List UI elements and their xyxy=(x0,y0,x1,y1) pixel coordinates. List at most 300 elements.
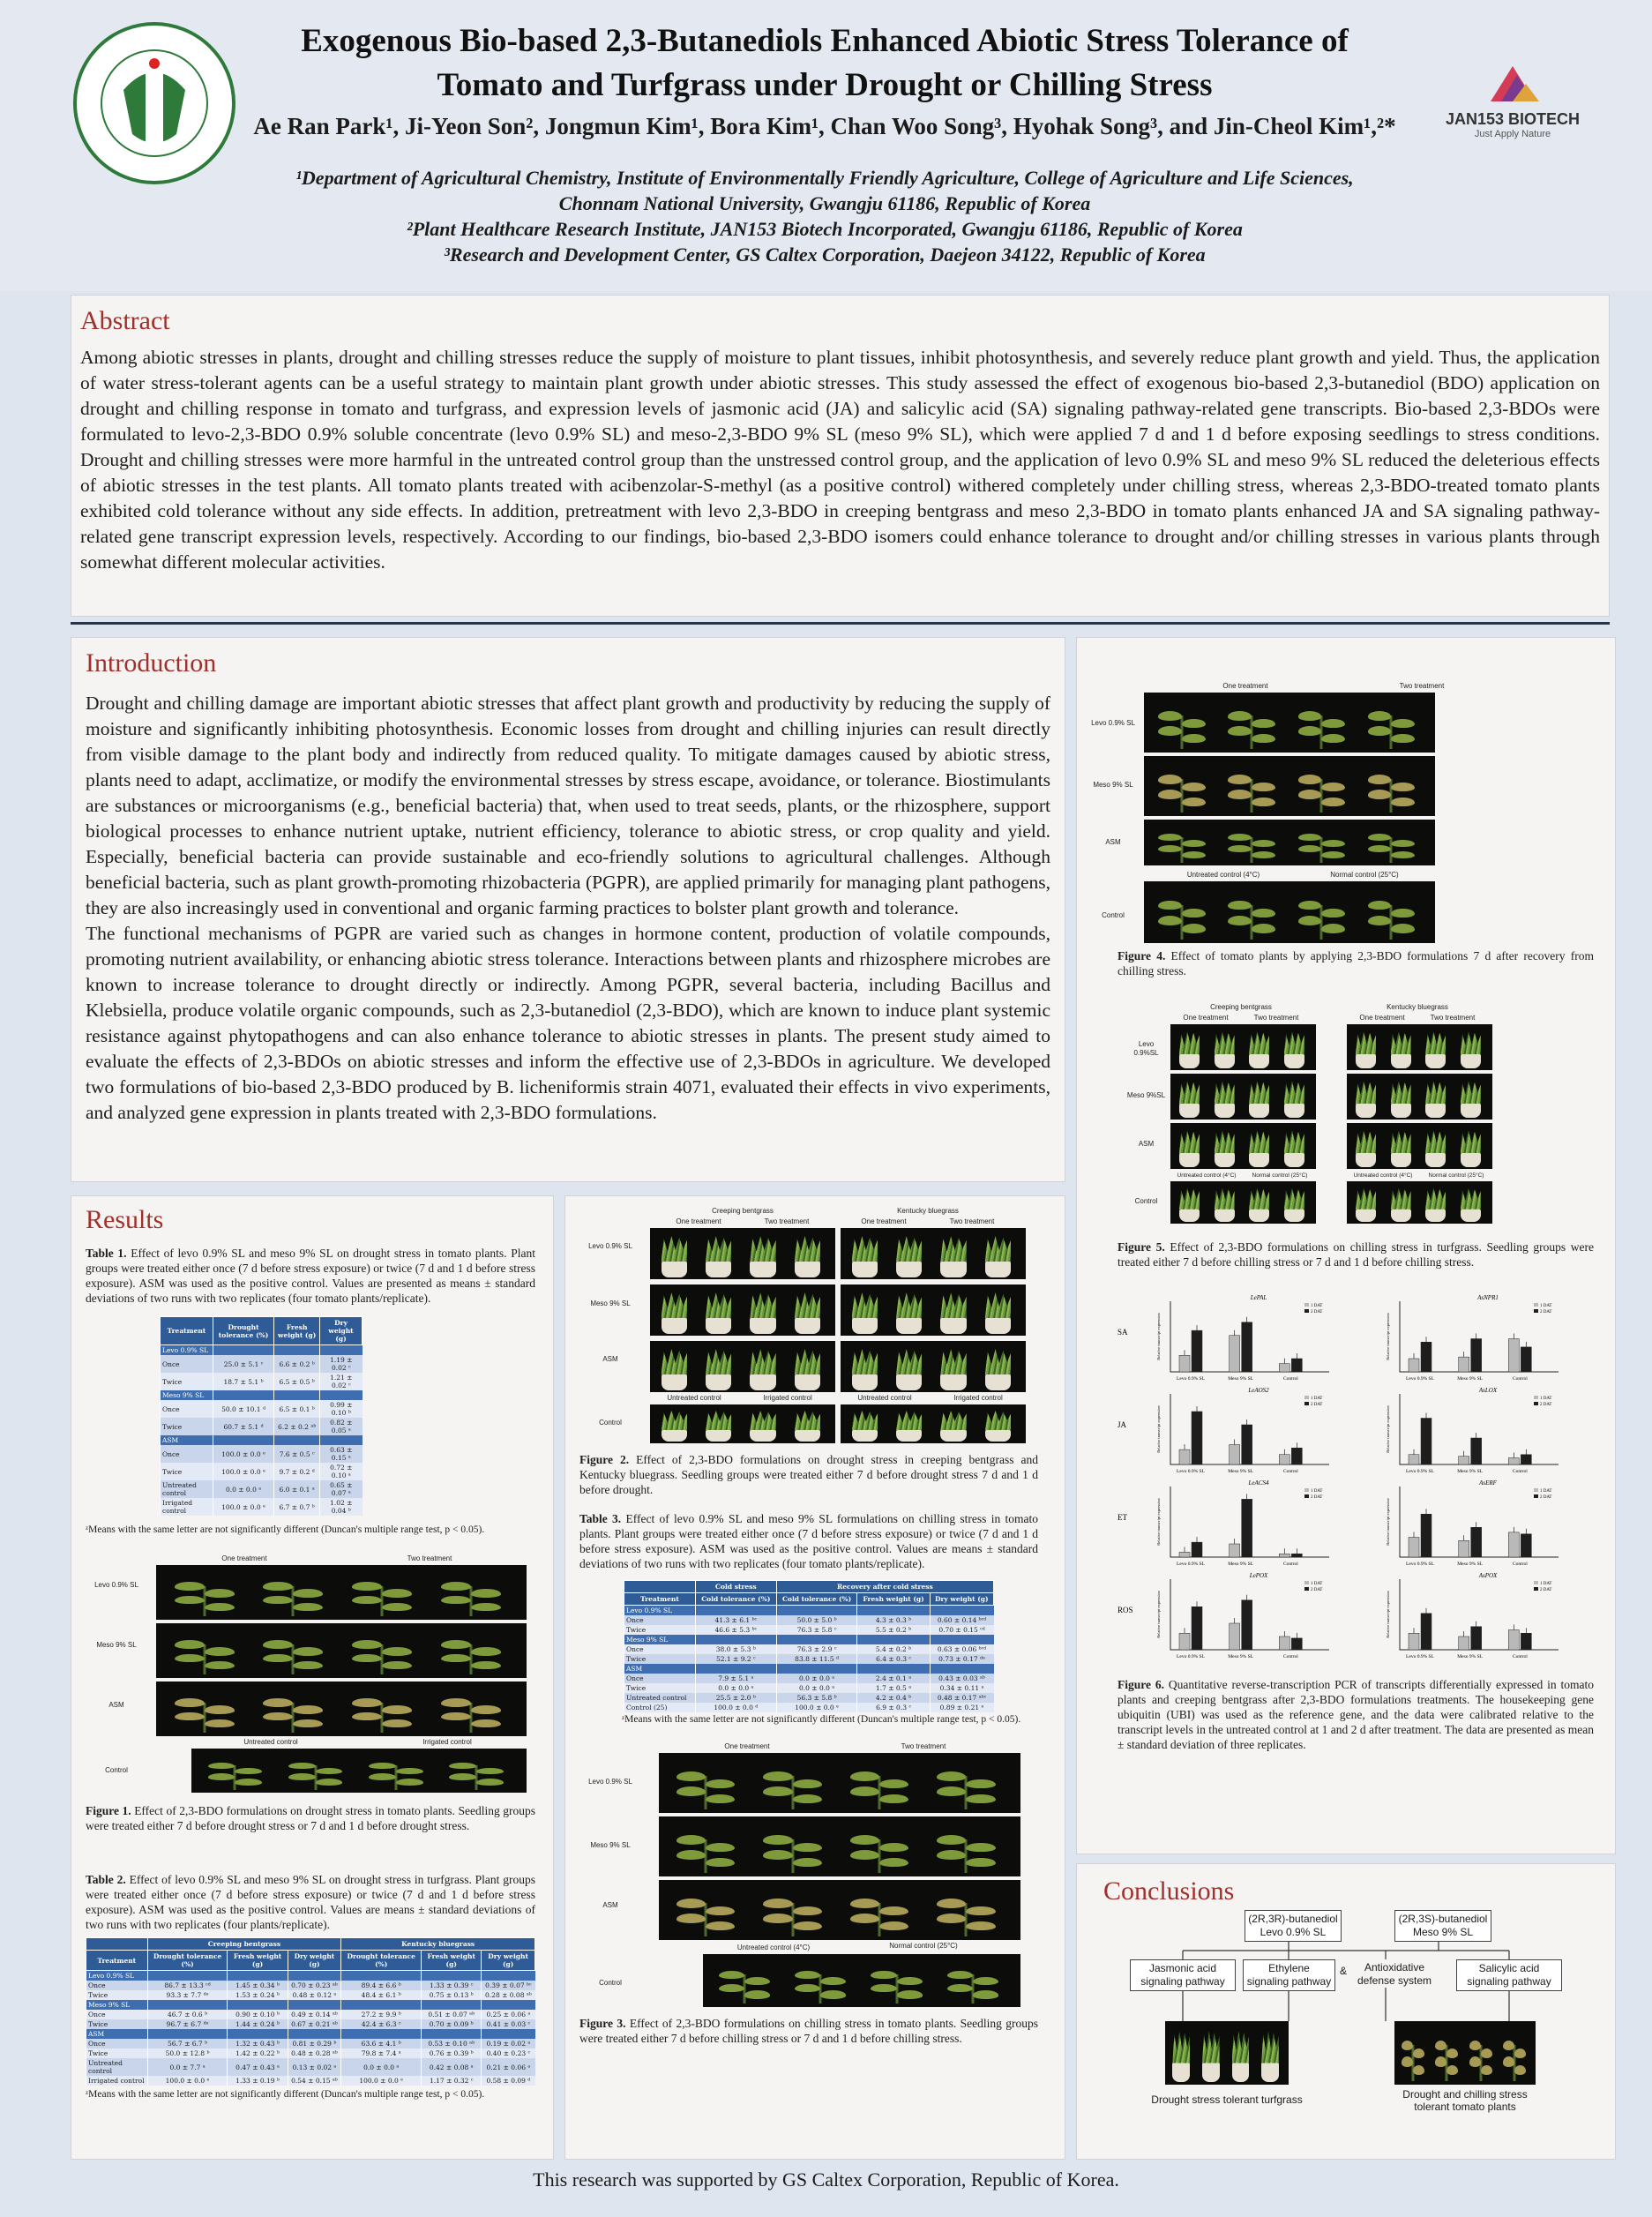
title-line-2: Tomato and Turfgrass under Drought or Chilling Stress xyxy=(437,67,1213,103)
fig1-row-label-control: Control xyxy=(105,1766,128,1774)
table-cell: 0.53 ± 0.10 ᵃᵇ xyxy=(422,2039,482,2048)
fig2-photo-meso xyxy=(650,1285,835,1336)
jan153-biotech-logo xyxy=(1429,62,1596,159)
table-cell: 93.3 ± 7.7 ᵈᵉ xyxy=(147,1990,228,2000)
fig3-row-label-levo: Levo 0.9% SL xyxy=(588,1778,632,1786)
bar-2-DAT xyxy=(1242,1600,1252,1650)
x-tick-label: Control xyxy=(1282,1469,1298,1474)
table-cell: Once xyxy=(86,1981,148,1990)
table-cell: 46.7 ± 0.6 ᵇ xyxy=(147,2010,228,2019)
row-label: ROS xyxy=(1118,1606,1133,1614)
legend-swatch xyxy=(1304,1402,1309,1405)
table-cell: 89.4 ± 6.6 ᵇ xyxy=(341,1981,422,1990)
figure1-caption: Figure 1. Effect of 2,3-BDO formulations on drought stress in tomato plants. Seedling groups were treated either 7 d before drought stress or 7 d and 1 d before drought stress. xyxy=(86,1804,535,1832)
legend-swatch xyxy=(1534,1581,1538,1584)
bar-1-DAT xyxy=(1179,1355,1190,1372)
table-cell: 0.0 ± 0.0 ᵃ xyxy=(695,1683,776,1693)
x-tick-label: Levo 0.9% SL xyxy=(1406,1654,1434,1659)
table-cell: 0.63 ± 0.06 ᵇᶜᵈ xyxy=(930,1644,993,1654)
table-row xyxy=(161,1400,363,1418)
table-cell xyxy=(857,1664,930,1674)
x-tick-label: Control xyxy=(1512,1376,1528,1382)
fig4-row-label-meso: Meso 9% SL xyxy=(1093,781,1133,789)
table-cell: 0.48 ± 0.12 ᵃ xyxy=(288,1990,341,2000)
table-cell: 2.4 ± 0.1 ᵃ xyxy=(857,1674,930,1683)
table-cell: 0.49 ± 0.14 ᵃᵇ xyxy=(288,2010,341,2019)
fig5-photo-meso-cb xyxy=(1170,1074,1316,1120)
chart-LeAOS2 xyxy=(1156,1387,1329,1474)
fig4-photo-asm xyxy=(1144,820,1435,865)
x-tick-label: Levo 0.9% SL xyxy=(1406,1469,1434,1474)
introduction-paragraph-1: Drought and chilling damage are important abiotic stresses that affect plant growth and productivity by reducing the supply of moisture and significantly inhibiting photosynthesis. Economic losses from drought and chilling injuries can result directly from visible damage to the plant body and indirectly from reduced quality. To mitigate damages caused by abiotic stress, plants need to adapt, acclimatize, or modify the environmental stresses by stress escape, avoidance, or tolerance. Biostimulants are substances or microorganisms (e.g., beneficial bacteria) that, when used to treat seeds, plants, or the rhizosphere, support biological processes to enhance nutrient uptake, nutrient efficiency, tolerance to abiotic stress, or crop quality and yield. Especially, beneficial bacteria can provide sustainable and eco-friendly solutions to agricultural challenges. Although beneficial bacteria, such as plant growth-promoting rhizobacteria (PGPR), are applied primarily for managing plant pathogens, they are also increasingly used in conventional and organic farming practices to bolster plant growth and tolerance. xyxy=(86,693,1050,918)
fig1-ctrl-label-2: Irrigated control xyxy=(422,1738,472,1746)
divider-line xyxy=(71,622,1610,625)
table-cell: Once xyxy=(624,1644,696,1654)
bar-1-DAT xyxy=(1230,1336,1240,1372)
table-cell: Once xyxy=(86,2010,148,2019)
conclusions-diagram xyxy=(1103,1906,1588,2136)
x-tick-label: Meso 9% SL xyxy=(1228,1562,1254,1567)
table-cell: 6.2 ± 0.2 ᵃᵇ xyxy=(274,1418,320,1435)
y-axis-label: Relative transcript expression xyxy=(1386,1498,1390,1546)
table-header-cell: Fresh weight (g) xyxy=(274,1317,320,1345)
y-axis-label: Relative transcript expression xyxy=(1386,1591,1390,1638)
table-row xyxy=(624,1693,994,1703)
table-cell: ASM xyxy=(624,1664,696,1674)
legend-swatch xyxy=(1304,1494,1309,1498)
table-cell xyxy=(274,1345,320,1356)
bar-2-DAT xyxy=(1192,1607,1202,1650)
jan153-tagline: Just Apply Nature xyxy=(1474,129,1551,139)
table-cell: 56.7 ± 6.7 ᵇ xyxy=(147,2039,228,2048)
table-cell xyxy=(288,1971,341,1981)
bar-2-DAT xyxy=(1421,1514,1431,1557)
bar-1-DAT xyxy=(1409,1455,1419,1464)
table-row xyxy=(86,2010,535,2019)
table-cell: 6.6 ± 0.2 ᵇ xyxy=(274,1355,320,1373)
table-row xyxy=(86,1981,535,1990)
legend-swatch xyxy=(1534,1494,1538,1498)
chart-AsNPR1 xyxy=(1386,1294,1559,1382)
fig3-ctrl-label-2: Normal control (25°C) xyxy=(889,1942,958,1950)
legend-label: 2 DAT xyxy=(1540,1310,1552,1314)
table-cell: 1.53 ± 0.24 ᵇ xyxy=(228,1990,288,2000)
table-row xyxy=(624,1703,994,1712)
fig5-ctrl-label-1: Untreated control (4°C) xyxy=(1177,1172,1237,1179)
table-cell: 4.2 ± 0.4 ᵇ xyxy=(857,1693,930,1703)
chart-title: AsLOX xyxy=(1478,1387,1498,1394)
table1 xyxy=(160,1316,363,1516)
fig1-ctrl-label-1: Untreated control xyxy=(243,1738,298,1746)
table-cell: 100.0 ± 0.0 ᵈ xyxy=(695,1703,776,1712)
abstract-heading: Abstract xyxy=(80,306,170,335)
legend-label: 1 DAT xyxy=(1311,1304,1323,1308)
table-cell: 1.02 ± 0.04 ᵇ xyxy=(320,1498,363,1516)
ampersand: & xyxy=(1339,1965,1347,1977)
introduction-paragraph-2: The functional mechanisms of PGPR are varied such as changes in hormone content, production of volatile compounds, promoting nutrient availability, or enhancing abiotic stress tolerance. Interactions between plants and rhizosphere microbes are known to increase tolerance to drought directly or indirectly. Among PGPR, several bacteria, including Bacillus and Klebsiella, produce volatile organic compounds, such as 2,3-butanediol (2,3-BDO), which are known to induce plant systemic resistance against phytopathogens and can also enhance tolerance to abiotic stresses in plants. The present study aimed to evaluate the effects of 2,3-BDOs on abiotic stresses and inform the effective use of 2,3-BDOs in agriculture. We developed two formulations of bio-based 2,3-BDO produced by B. licheniformis strain 4071, evaluated their effects in vivo experiments, and analyzed gene expression in plants treated with 2,3-BDO formulations. xyxy=(86,923,1050,1123)
table-group-header xyxy=(624,1581,994,1593)
bar-1-DAT xyxy=(1179,1552,1190,1557)
jasmonic-acid-box: Jasmonic acid signaling pathway xyxy=(1130,1959,1236,1991)
fig4-photo-meso xyxy=(1144,756,1435,816)
fig2-photo-asm xyxy=(650,1341,835,1392)
bar-2-DAT xyxy=(1521,1455,1531,1464)
fig3-photo-meso xyxy=(659,1816,1020,1876)
legend-swatch xyxy=(1534,1309,1538,1313)
table-row xyxy=(86,2000,535,2010)
table-header-cell: Drought tolerance (%) xyxy=(213,1317,273,1345)
table-cell: Once xyxy=(624,1615,696,1625)
bar-1-DAT xyxy=(1409,1538,1419,1558)
table-cell: 46.6 ± 5.3 ᵇᶜ xyxy=(695,1625,776,1635)
table-group-cell: Cold stress xyxy=(695,1581,776,1593)
table-cell: 42.4 ± 6.3 ᶜ xyxy=(341,2019,422,2029)
x-tick-label: Control xyxy=(1282,1376,1298,1382)
turfgrass-photo xyxy=(1165,2021,1289,2085)
legend-label: 2 DAT xyxy=(1311,1588,1323,1592)
fig4-row-label-asm: ASM xyxy=(1105,838,1121,846)
table-cell: 0.76 ± 0.39 ᵇ xyxy=(422,2048,482,2058)
fig3-ctrl-label-1: Untreated control (4°C) xyxy=(736,1944,811,1951)
fig5-row-label-control: Control xyxy=(1134,1197,1158,1205)
chart-AsERF xyxy=(1386,1479,1559,1567)
bar-2-DAT xyxy=(1242,1499,1252,1557)
table-cell xyxy=(213,1435,273,1445)
fig1-row-label-levo: Levo 0.9% SL xyxy=(94,1581,138,1589)
table-cell: 0.39 ± 0.07 ᵇᶜ xyxy=(482,1981,535,1990)
bar-2-DAT xyxy=(1471,1339,1482,1373)
x-tick-label: Levo 0.9% SL xyxy=(1177,1654,1205,1659)
table-cell xyxy=(422,2000,482,2010)
bar-2-DAT xyxy=(1471,1527,1482,1557)
ethylene-box: Ethylene signaling pathway xyxy=(1243,1959,1335,1991)
fig4-ctrl-label-1: Untreated control (4°C) xyxy=(1186,871,1260,879)
table-row xyxy=(624,1606,994,1616)
fig3-col-label-1: One treatment xyxy=(724,1742,770,1750)
table-cell: 0.25 ± 0.06 ᵃ xyxy=(482,2010,535,2019)
x-tick-label: Meso 9% SL xyxy=(1457,1654,1484,1659)
fig5-row-label-meso: Meso 9%SL xyxy=(1126,1091,1166,1099)
table-header-cell: Treatment xyxy=(161,1317,213,1345)
table-cell: 4.3 ± 0.3 ᵇ xyxy=(857,1615,930,1625)
levo-bdo-box: (2R,3R)-butanediol Levo 0.9% SL xyxy=(1245,1910,1342,1942)
table-cell: Untreated control xyxy=(161,1480,213,1498)
affiliation-2: ²Plant Healthcare Research Institute, JAN153 Biotech Incorporated, Gwangju 61186, Republic of Korea xyxy=(407,218,1243,240)
legend-label: 2 DAT xyxy=(1540,1403,1552,1407)
figure6-caption: Figure 6. Quantitative reverse-transcription PCR of transcripts differentially expressed in tomato plants and creeping bentgrass after 2,3-BDO formulations treatments. The housekeeping gene ubiquitin (UBI) was used as the reference gene, and the data were calibrated relative to the transcript levels in the untreated control at 1 and 2 d after treatment. The data are presented as mean ± standard deviation of three replicates. xyxy=(1118,1678,1595,1751)
table-cell xyxy=(341,2029,422,2039)
x-tick-label: Meso 9% SL xyxy=(1228,1376,1254,1382)
table-row xyxy=(624,1644,994,1654)
table-cell: 7.9 ± 5.1 ᵃ xyxy=(695,1674,776,1683)
table-cell: 79.8 ± 7.4 ᵃ xyxy=(341,2048,422,2058)
table-cell: 6.4 ± 0.3 ᶜ xyxy=(857,1654,930,1664)
fig4-col-label-2: Two treatment xyxy=(1399,682,1445,690)
bar-1-DAT xyxy=(1409,1633,1419,1650)
table-header-row xyxy=(624,1593,994,1606)
table1-note: ᶻMeans with the same letter are not significantly different (Duncan's multiple range test, p < 0.05). xyxy=(86,1524,485,1535)
table-cell: 86.7 ± 13.3 ᶜᵈ xyxy=(147,1981,228,1990)
table-row xyxy=(86,1990,535,2000)
table-cell: 0.48 ± 0.17 ᵃᵇᶜ xyxy=(930,1693,993,1703)
chart-LePAL xyxy=(1156,1294,1329,1382)
bar-1-DAT xyxy=(1230,1623,1240,1650)
table-cell: 100.0 ± 0.0 ᵉ xyxy=(213,1445,273,1463)
fig3-photo-asm xyxy=(659,1880,1020,1940)
table-cell: Twice xyxy=(161,1463,213,1480)
table-cell xyxy=(695,1635,776,1644)
table-group-cell xyxy=(624,1581,696,1593)
table-cell: 0.70 ± 0.23 ᵃᵇ xyxy=(288,1981,341,1990)
table-group-cell: Kentucky bluegrass xyxy=(341,1938,535,1951)
fig5-group-label-2: Kentucky bluegrass xyxy=(1387,1003,1448,1011)
table-cell: 0.40 ± 0.23 ᶜ xyxy=(482,2048,535,2058)
antioxidative-box: Antioxidative defense system xyxy=(1357,1961,1432,1987)
funding-footer: This research was supported by GS Caltex Corporation, Republic of Korea. xyxy=(533,2168,1119,2191)
table-row xyxy=(624,1625,994,1635)
table-cell: 0.60 ± 0.14 ᵇᶜᵈ xyxy=(930,1615,993,1625)
legend-swatch xyxy=(1534,1396,1538,1399)
jan153-name: JAN153 BIOTECH xyxy=(1445,110,1581,128)
results-panel-middle xyxy=(564,1195,1065,2160)
table-cell: 0.67 ± 0.21 ᵃᵇ xyxy=(288,2019,341,2029)
x-tick-label: Meso 9% SL xyxy=(1457,1469,1484,1474)
fig2-photo-asm-kb xyxy=(841,1341,1026,1392)
table-cell: 1.7 ± 0.5 ᵃ xyxy=(857,1683,930,1693)
fig2-ctrl-label-3: Untreated control xyxy=(857,1394,912,1402)
table-cell: 52.1 ± 9.2 ᶜ xyxy=(695,1654,776,1664)
y-axis-label: Relative transcript expression xyxy=(1156,1591,1161,1638)
fig2-photo-meso-kb xyxy=(841,1285,1026,1336)
table-row xyxy=(161,1480,363,1498)
table-row xyxy=(624,1664,994,1674)
bar-1-DAT xyxy=(1230,1544,1240,1557)
fig2-col-label-1: One treatment xyxy=(676,1217,721,1225)
table-cell: 0.51 ± 0.07 ᵃᵇ xyxy=(422,2010,482,2019)
table-cell: 0.21 ± 0.06 ᵃ xyxy=(482,2058,535,2076)
fig5-ctrl-label-3: Untreated control (4°C) xyxy=(1353,1172,1413,1179)
chart-AsLOX xyxy=(1386,1387,1559,1474)
affiliation-1: ¹Department of Agricultural Chemistry, Institute of Environmentally Friendly Agriculture, College of Agriculture and Life Sciences, xyxy=(295,167,1354,189)
table-cell: Levo 0.9% SL xyxy=(624,1606,696,1616)
bar-2-DAT xyxy=(1521,1534,1531,1557)
table-cell xyxy=(288,2000,341,2010)
bar-2-DAT xyxy=(1471,1438,1482,1464)
fig2-row-label-levo: Levo 0.9% SL xyxy=(588,1242,632,1250)
fig2-photo-levo-kb xyxy=(841,1228,1026,1279)
table-header-cell: Cold tolerance (%) xyxy=(776,1593,857,1606)
table-row xyxy=(161,1355,363,1373)
bar-2-DAT xyxy=(1421,1614,1431,1650)
table-cell: 0.42 ± 0.08 ᵃ xyxy=(422,2058,482,2076)
table-cell: Once xyxy=(161,1355,213,1373)
bar-1-DAT xyxy=(1279,1554,1289,1557)
table-group-cell xyxy=(86,1938,148,1951)
bar-1-DAT xyxy=(1508,1532,1519,1557)
fig4-col-label-1: One treatment xyxy=(1222,682,1268,690)
table-cell xyxy=(341,2000,422,2010)
table-cell: Irrigated control xyxy=(86,2076,148,2086)
table-cell: Twice xyxy=(624,1625,696,1635)
table-header-cell: Drought tolerance (%) xyxy=(147,1951,228,1971)
table-cell: 0.75 ± 0.13 ᵇ xyxy=(422,1990,482,2000)
legend-swatch xyxy=(1304,1309,1309,1313)
table3-note: ᶻMeans with the same letter are not significantly different (Duncan's multiple range test, p < 0.05). xyxy=(622,1714,1021,1725)
bar-1-DAT xyxy=(1459,1540,1469,1557)
conclusions-panel xyxy=(1076,1863,1616,2160)
table-header-cell: Dry weight (g) xyxy=(288,1951,341,1971)
table-cell: Once xyxy=(161,1400,213,1418)
chart-title: AsPOX xyxy=(1478,1572,1498,1579)
table-cell: Meso 9% SL xyxy=(624,1635,696,1644)
table-cell xyxy=(213,1390,273,1400)
legend-label: 1 DAT xyxy=(1311,1397,1323,1401)
table-cell xyxy=(341,1971,422,1981)
fig5-ctrl-label-4: Normal control (25°C) xyxy=(1428,1172,1484,1179)
table-cell: 63.6 ± 4.1 ᵇ xyxy=(341,2039,422,2048)
abstract-text: Among abiotic stresses in plants, drought and chilling stresses reduce the supply of moisture to plant tissues, inhibit photosynthesis, and severely reduce plant growth and yield. Thus, the application of water stress-tolerant agents can be a useful strategy to maintain plant growth under abiotic stresses. This study assessed the effect of exogenous bio-based 2,3-butanediol (BDO) application on drought and chilling response in tomato and turfgrass, and expression levels of jasmonic acid (JA) and salicylic acid (SA) signaling pathway-related gene transcripts. Bio-based 2,3-BDOs were formulated to levo-2,3-BDO 0.9% soluble concentrate (levo 0.9% SL) and meso-2,3-BDO 9% SL (meso 9% SL), which were applied 7 d and 1 d before exposing seedlings to stress conditions. Drought and chilling stresses were more harmful in the untreated control group than the unstressed control group, and the application of levo 0.9% SL and meso 9% SL reduced the deleterious effects of abiotic stresses in the test plants. All tomato plants treated with acibenzolar-S-methyl (as a positive control) withered completely under chilling stress, whereas 2,3-BDO-treated tomato plants exhibited cold tolerance without any side effects. In addition, pretreatment with levo 2,3-BDO in creeping bentgrass and meso 2,3-BDO in tomato plants enhanced JA and SA signaling pathway-related gene transcript expression levels, respectively. According to our findings, bio-based 2,3-BDO isomers could enhance tolerance to drought and/or chilling stresses in various plants through somewhat different molecular activities. xyxy=(80,347,1600,573)
table-cell: ASM xyxy=(161,1435,213,1445)
chart-AsPOX xyxy=(1386,1572,1559,1659)
table-cell: 1.32 ± 0.43 ᵇ xyxy=(228,2039,288,2048)
fig5-photo-asm-cb xyxy=(1170,1123,1316,1169)
legend-swatch xyxy=(1534,1488,1538,1492)
table-header-cell: Treatment xyxy=(86,1951,148,1971)
turfgrass-caption: Drought stress tolerant turfgrass xyxy=(1151,2093,1303,2106)
legend-swatch xyxy=(1304,1396,1309,1399)
fig2-photo-levo xyxy=(650,1228,835,1279)
table-cell xyxy=(776,1635,857,1644)
legend-label: 2 DAT xyxy=(1540,1588,1552,1592)
row-label: JA xyxy=(1118,1420,1127,1429)
x-tick-label: Levo 0.9% SL xyxy=(1177,1562,1205,1567)
table-cell: 6.0 ± 0.1 ᵃ xyxy=(274,1480,320,1498)
table-cell xyxy=(147,1971,228,1981)
legend-label: 1 DAT xyxy=(1540,1304,1552,1308)
fig1-photo-control xyxy=(191,1749,527,1793)
introduction-heading: Introduction xyxy=(86,648,217,678)
table-cell xyxy=(695,1664,776,1674)
table-row xyxy=(161,1390,363,1400)
fig5-col-label-4: Two treatment xyxy=(1430,1014,1476,1022)
table3 xyxy=(624,1580,994,1712)
table3-caption: Table 3. Effect of levo 0.9% SL and meso 9% SL formulations on chilling stress in tomato plants. Plant groups were treated either once (7 d before stress exposure) or twice (7 d and 1 d before stress exposure). ASM was used as the positive control. Values are means ± standard deviations of two runs with two replicates (four tomato plants/replicate). xyxy=(579,1512,1038,1570)
x-tick-label: Meso 9% SL xyxy=(1228,1654,1254,1659)
table-row xyxy=(86,2029,535,2039)
figure2-caption: Figure 2. Effect of 2,3-BDO formulations on drought stress in creeping bentgrass and Kentucky bluegrass. Seedling groups were treated either 7 d before drought stress 7 d and 1 d before drought. xyxy=(579,1453,1038,1496)
table-header-cell: Drought tolerance (%) xyxy=(341,1951,422,1971)
table-header-cell: Fresh weight (g) xyxy=(228,1951,288,1971)
table-cell xyxy=(482,1971,535,1981)
table-cell xyxy=(422,2029,482,2039)
bar-1-DAT xyxy=(1459,1357,1469,1372)
authors: Ae Ran Park¹, Ji-Yeon Son², Jongmun Kim¹, Bora Kim¹, Chan Woo Song³, Hyohak Song³, and Jin-Cheol Kim¹,²* xyxy=(253,113,1396,139)
bar-2-DAT xyxy=(1192,1330,1202,1372)
fig2-row-label-control: Control xyxy=(599,1419,622,1427)
table-cell xyxy=(274,1435,320,1445)
legend-label: 2 DAT xyxy=(1311,1495,1323,1500)
bar-2-DAT xyxy=(1521,1633,1531,1650)
x-tick-label: Levo 0.9% SL xyxy=(1406,1562,1434,1567)
fig1-photo-asm xyxy=(156,1681,527,1736)
figure5-caption: Figure 5. Effect of 2,3-BDO formulations on chilling stress in turfgrass. Seedling groups were treated either 7 d before chilling stress or 7 d and 1 d before chilling stress. xyxy=(1118,1240,1594,1269)
bar-1-DAT xyxy=(1230,1445,1240,1465)
bar-1-DAT xyxy=(1508,1458,1519,1465)
table-cell: 0.19 ± 0.02 ᵃ xyxy=(482,2039,535,2048)
table-header-row xyxy=(86,1951,535,1971)
fig3-row-label-control: Control xyxy=(599,1979,622,1987)
x-tick-label: Meso 9% SL xyxy=(1457,1376,1484,1382)
bar-2-DAT xyxy=(1421,1342,1431,1372)
table-cell: 1.33 ± 0.19 ᵇ xyxy=(228,2076,288,2086)
fig2-col-label-4: Two treatment xyxy=(949,1217,995,1225)
fig4-row-label-levo: Levo 0.9% SL xyxy=(1091,719,1135,727)
table-cell: 0.63 ± 0.15 ᵃ xyxy=(320,1445,363,1463)
bar-1-DAT xyxy=(1409,1359,1419,1372)
table-cell: 56.3 ± 5.8 ᵇ xyxy=(776,1693,857,1703)
y-axis-label: Relative transcript expression xyxy=(1156,1498,1161,1546)
table-cell: 0.28 ± 0.08 ᵃᵇ xyxy=(482,1990,535,2000)
bar-1-DAT xyxy=(1179,1633,1190,1650)
table-cell: 0.65 ± 0.07 ᵃ xyxy=(320,1480,363,1498)
table-cell: 25.0 ± 5.1 ᶜ xyxy=(213,1355,273,1373)
table-row xyxy=(161,1418,363,1435)
x-tick-label: Control xyxy=(1512,1562,1528,1567)
table1-caption: Table 1. Effect of levo 0.9% SL and meso 9% SL on drought stress in tomato plants. Plant groups were treated either once (7 d before stress exposure) or twice (7 d and 1 d before stress exposure). ASM was used as the positive control. Values are presented as means ± standard deviations of two runs with two replicates (four tomato plants/replicate). xyxy=(86,1247,535,1305)
tomato-caption: Drought and chilling stress tolerant tomato plants xyxy=(1402,2088,1528,2113)
fig5-photo-levo-kb xyxy=(1347,1024,1492,1070)
table-cell: 0.89 ± 0.21 ᵉ xyxy=(930,1703,993,1712)
table-cell xyxy=(320,1435,363,1445)
table-cell: 100.0 ± 0.0 ᵉ xyxy=(341,2076,422,2086)
table-cell: 0.47 ± 0.43 ᵃ xyxy=(228,2058,288,2076)
chart-LeACS4 xyxy=(1156,1479,1329,1567)
table-cell: 0.54 ± 0.15 ᵃᵇ xyxy=(288,2076,341,2086)
fig5-col-label-3: One treatment xyxy=(1359,1014,1405,1022)
table-header-cell: Dry weight (g) xyxy=(930,1593,993,1606)
table-row xyxy=(161,1463,363,1480)
table-row xyxy=(161,1373,363,1390)
x-tick-label: Control xyxy=(1512,1654,1528,1659)
table-cell xyxy=(320,1345,363,1356)
x-tick-label: Control xyxy=(1512,1469,1528,1474)
legend-swatch xyxy=(1304,1587,1309,1591)
fig3-row-label-asm: ASM xyxy=(602,1901,618,1909)
fig1-col-label-1: One treatment xyxy=(221,1554,267,1562)
table-row xyxy=(624,1615,994,1625)
table-row xyxy=(86,2058,535,2076)
table-cell xyxy=(695,1606,776,1616)
table-row xyxy=(161,1345,363,1356)
table-cell: 0.73 ± 0.17 ᵈᵉ xyxy=(930,1654,993,1664)
y-axis-label: Relative transcript expression xyxy=(1386,1313,1390,1360)
table-cell: 1.19 ± 0.02 ᶜ xyxy=(320,1355,363,1373)
fig5-photo-meso-kb xyxy=(1347,1074,1492,1120)
table-cell: 0.0 ± 7.7 ᵃ xyxy=(147,2058,228,2076)
bar-1-DAT xyxy=(1179,1449,1190,1464)
table-header-row xyxy=(161,1317,363,1345)
table-cell: Once xyxy=(624,1674,696,1683)
fig4-photo-control xyxy=(1144,881,1435,943)
table-row xyxy=(161,1445,363,1463)
bar-2-DAT xyxy=(1421,1419,1431,1465)
bar-2-DAT xyxy=(1291,1554,1302,1557)
table-cell: Once xyxy=(161,1445,213,1463)
table-cell: 0.34 ± 0.11 ᵃ xyxy=(930,1683,993,1693)
chart-title: LeACS4 xyxy=(1248,1479,1269,1487)
results-panel-left xyxy=(71,1195,554,2160)
table-cell: 100.0 ± 0.0 ᵉ xyxy=(776,1703,857,1712)
